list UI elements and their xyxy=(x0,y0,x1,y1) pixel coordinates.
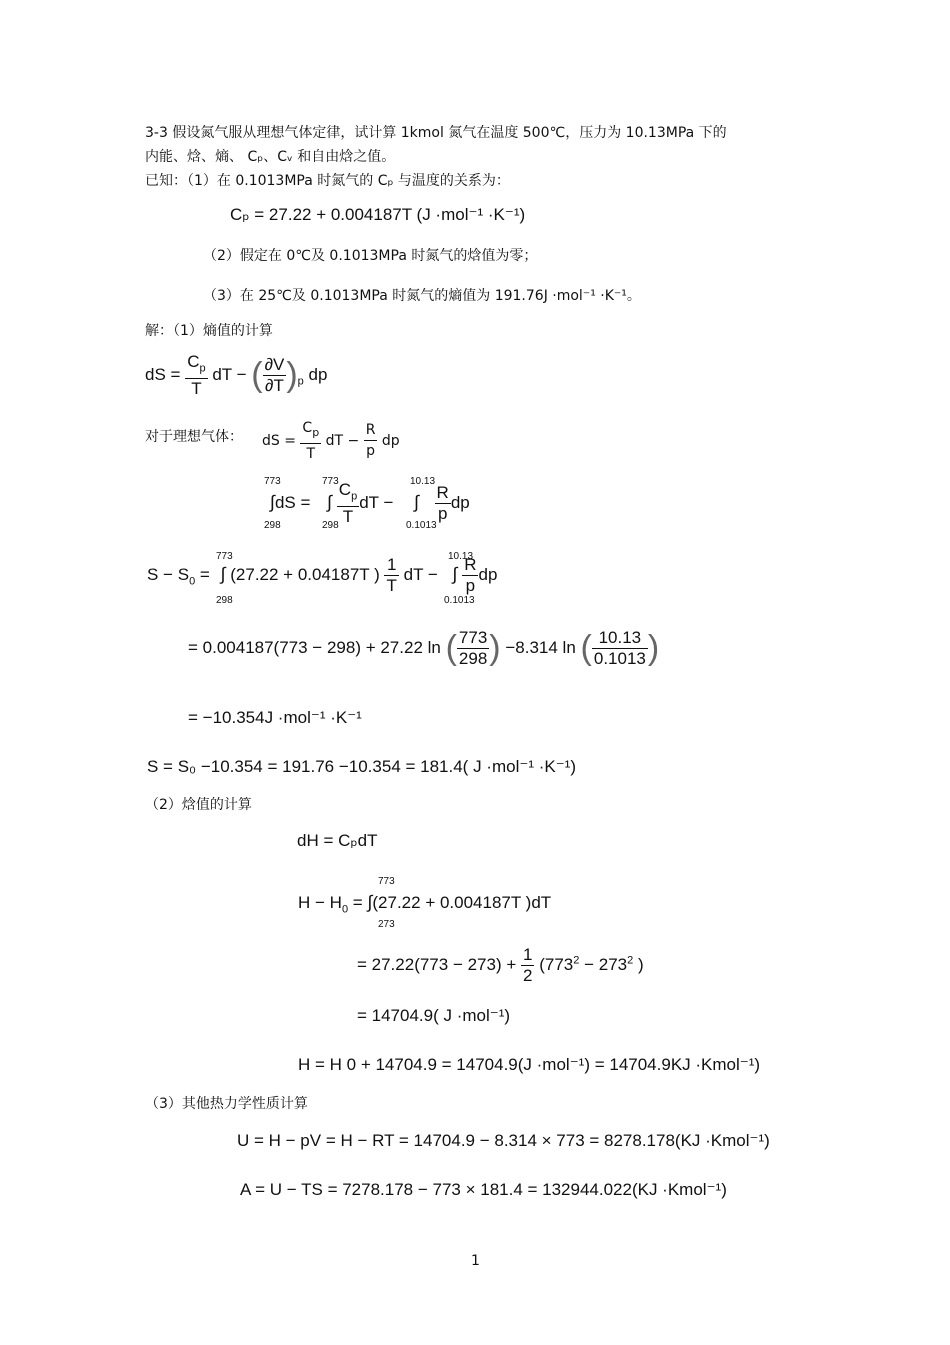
s-minus-s0-equation: $S - S_0$ = ∫ (27.22 + 0.04187T ) $\frac{1}{T}$ dT − ∫ $\frac{R}{p}$ dp xyxy=(147,555,498,595)
condition-3: （3）在 25℃及 0.1013MPa 时氮气的熵值为 191.76J ·mol⁻¹ ·K⁻¹。 xyxy=(203,288,641,304)
ds-general-equation: dS = $\frac{C_p}{T}$ dT − ( $\frac{\partial V}{\partial T}$ )$_p$ dp xyxy=(145,352,328,399)
free-energy-equation: A = U − TS = 7278.178 − 773 × 181.4 = 132944.022(KJ ·Kmol⁻¹) xyxy=(240,1180,727,1199)
s-final: S = S₀ −10.354 = 191.76 −10.354 = 181.4( J ·mol⁻¹ ·K⁻¹) xyxy=(147,757,577,776)
ideal-gas-label: 对于理想气体： xyxy=(145,429,243,445)
page-number: 1 xyxy=(471,1253,480,1269)
h-step-2: = 14704.9( J ·mol⁻¹) xyxy=(357,1006,511,1025)
s-evaluated-expression: = 0.004187(773 − 298) + 27.22 ln ( $\frac{773}{298}$ ) −8.314 ln ( $\frac{10.13}{0.1013}$ ) xyxy=(188,628,660,668)
cp-equation: Cₚ = 27.22 + 0.004187T (J ·mol⁻¹ ·K⁻¹) xyxy=(230,205,526,224)
integral-equation: ∫dS = ∫ $\frac{C_p}{T}$ dT − ∫ $\frac{R}{p}$ dp xyxy=(270,480,470,527)
h-final: H = H 0 + 14704.9 = 14704.9(J ·mol⁻¹) = 14704.9KJ ·Kmol⁻¹) xyxy=(298,1055,761,1074)
known-line: 已知：（1）在 0.1013MPa 时氮气的 Cₚ 与温度的关系为： xyxy=(145,173,510,189)
dh-equation: dH = CₚdT xyxy=(297,831,378,850)
condition-2: （2）假定在 0℃及 0.1013MPa 时氮气的焓值为零； xyxy=(203,248,538,264)
h-integral-equation: $H - H_0 = \int(27.22 + 0.004187T$ )dT xyxy=(298,892,552,916)
internal-energy-equation: U = H − pV = H − RT = 14704.9 − 8.314 × 773 = 8278.178(KJ ·Kmol⁻¹) xyxy=(237,1131,770,1150)
solution-header: 解：（1）熵值的计算 xyxy=(145,323,273,339)
enthalpy-header: （2）焓值的计算 xyxy=(145,797,252,813)
problem-line-1: 3-3 假设氮气服从理想气体定律，试计算 1kmol 氮气在温度 500℃，压力为 10.13MPa 下的 xyxy=(145,125,727,141)
h-step-1: = 27.22(773 − 273) + $\frac{1}{2}$ ($773^2 - 273^2$ ) xyxy=(357,945,644,985)
other-properties-header: （3）其他热力学性质计算 xyxy=(145,1096,308,1112)
problem-line-2: 内能、焓、熵、 Cₚ、Cᵥ 和自由焓之值。 xyxy=(145,149,396,165)
s-result: = −10.354J ·mol⁻¹ ·K⁻¹ xyxy=(188,708,362,727)
ds-ideal-equation: dS = $\frac{C_p}{T}$ dT − $\frac{R}{p}$ dp xyxy=(262,420,400,462)
